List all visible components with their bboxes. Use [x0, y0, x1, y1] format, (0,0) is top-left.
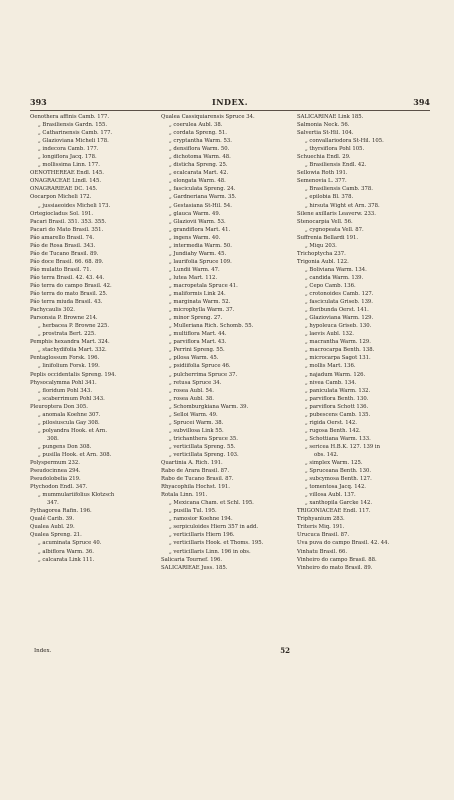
index-entry: Pythagorea Rafin. 196.: [30, 508, 92, 515]
index-entry: „ rosea Aubl. 38.: [169, 395, 214, 402]
index-entry: „ microphylla Warm. 37.: [169, 307, 235, 314]
index-entry: „ psidiifolia Spruce 46.: [169, 363, 231, 370]
index-entry: „ paniculata Warm. 132.: [305, 387, 371, 394]
index-entry: „ fasciculata Spreng. 24.: [169, 186, 236, 193]
index-entry: Páo terra miuda Brasil. 43.: [30, 299, 103, 306]
index-entry: „ Glazioviana Micheli 178.: [38, 138, 109, 145]
index-entry: „ Jundiahy Warm. 45.: [169, 250, 227, 257]
index-entry: SALICARIEAE Juss. 185.: [161, 564, 228, 571]
index-entry: Salicaria Tournef. 196.: [161, 556, 223, 563]
index-entry: „ Sprucei Warm. 38.: [169, 419, 224, 426]
index-entry: Qualé Carib. 39.: [30, 516, 75, 523]
page-header: [30, 97, 430, 109]
index-entry: „ cryptantha Warm. 53.: [169, 138, 232, 145]
index-entry: „ villosa Aubl. 137.: [305, 492, 356, 499]
index-entry: „ Schomburgkiana Warm. 39.: [169, 403, 249, 410]
index-entry: Schuechia Endl. 29.: [297, 154, 351, 161]
index-entry: Rotala Linn. 191.: [161, 492, 208, 499]
index-entry: „ maliformis Link 24.: [169, 291, 226, 298]
header-rule: [30, 110, 430, 111]
index-entry: „ pilosiuscula Gay 308.: [38, 419, 100, 426]
index-entry: „ cygnopeata Vell. 87.: [305, 226, 364, 233]
index-entry: „ najadum Warm. 126.: [305, 371, 366, 378]
index-entry: obs. 142.: [314, 451, 339, 458]
index-entry: „ trichanthera Spruce 35.: [169, 435, 238, 442]
index-entry: „ indecora Camb. 177.: [38, 146, 99, 153]
index-entry: Triphyanium 283.: [297, 516, 345, 523]
index-entry: Uva puva do campo Brasil. 42. 44.: [297, 540, 390, 547]
index-entry: „ ingens Warm. 40.: [169, 234, 221, 241]
index-entry: Qualea Spreng. 21.: [30, 532, 82, 539]
index-entry: Salmonia Neck. 56.: [297, 122, 350, 129]
index-entry: OENOTHEREAE Endl. 145.: [30, 170, 104, 177]
index-entry: Stenocarpia Vell. 56.: [297, 218, 353, 225]
index-entry: Pemphis hexandra Mart. 324.: [30, 339, 110, 346]
index-entry: „ disticha Spreng. 25.: [169, 162, 228, 169]
index-entry: „ scaberrimum Pohl 343.: [38, 395, 105, 402]
index-entry: „ candida Warm. 139.: [305, 274, 364, 281]
index-entry: Pachycaulis 302.: [30, 307, 75, 314]
index-entry: Vinheiro do campo Brasil. 88.: [297, 556, 377, 563]
index-entry: „ Gardneriana Warm. 35.: [169, 194, 237, 201]
index-entry: Pleuroptera Don 305.: [30, 403, 88, 410]
index-entry: Páo de Tucano Brasil. 89.: [30, 250, 99, 257]
index-entry: „ dichotoma Warm. 48.: [169, 154, 231, 161]
index-entry: 308.: [47, 435, 59, 442]
index-entry: „ verticillaris Hook. et Thoms. 195.: [169, 540, 264, 547]
index-column-3: [297, 113, 427, 572]
index-entry: „ anomala Koehne 307.: [38, 411, 101, 418]
index-entry: Urucuca Brasil. 87.: [297, 532, 350, 539]
index-entry: Trigonia Aubl. 122.: [297, 258, 349, 265]
right-page-number: 394: [413, 97, 430, 107]
index-entry: „ pilosa Warm. 45.: [169, 355, 219, 362]
index-entry: „ macropetala Spruce 41.: [169, 282, 238, 289]
index-entry: „ glauca Warm. 49.: [169, 210, 221, 217]
index-entry: „ hirsuta Wight et Arn. 378.: [305, 202, 380, 209]
index-entry: „ Catharinensis Camb. 177.: [38, 130, 113, 137]
index-entry: „ minor Spreng. 27.: [169, 315, 223, 322]
index-entry: „ Selloi Warm. 49.: [169, 411, 218, 418]
index-entry: „ laevis Aubl. 132.: [305, 331, 354, 338]
index-entry: Rabo de Arara Brasil. 87.: [161, 468, 230, 475]
index-entry: „ Brasiliensis Endl. 42.: [305, 162, 367, 169]
index-entry: „ rugosa Benth. 142.: [305, 427, 361, 434]
index-entry: „ stachydifolia Mart. 332.: [38, 347, 107, 354]
index-entry: „ Miqu 203.: [305, 242, 337, 249]
index-entry: „ acuminata Spruce 40.: [38, 540, 102, 547]
index-entry: „ verticillaris Hiern 196.: [169, 532, 235, 539]
index-entry: Qualea Cassiquiarensis Spruce 34.: [161, 114, 255, 120]
index-entry: „ intermedia Warm. 50.: [169, 242, 232, 249]
index-entry: „ mollis Mart. 136.: [305, 363, 356, 370]
index-entry: „ rosea Aubl. 54.: [169, 387, 214, 394]
index-entry: „ linifolium Forsk. 199.: [38, 363, 100, 370]
index-entry: „ mollissima Linn. 177.: [38, 162, 100, 169]
index-entry: „ ecalcarata Mart. 42.: [169, 170, 229, 177]
index-entry: „ grandiflora Mart. 41.: [169, 226, 231, 233]
index-entry: „ simplex Warm. 125.: [305, 460, 363, 467]
index-entry: TRIGONIACEAE Endl. 117.: [297, 508, 371, 515]
index-entry: Suffrenia Bellardi 191.: [297, 234, 359, 241]
index-entry: „ parviflora Schott 136.: [305, 403, 369, 410]
index-entry: „ verticillata Spreng. 103.: [169, 451, 239, 458]
index-entry: „ pusilla Hook. et Arn. 308.: [38, 451, 112, 458]
index-entry: „ floribunda Oerst. 141.: [305, 307, 369, 314]
index-column-2: [161, 113, 292, 572]
index-entry: Páo mulatto Brasil. 71.: [30, 266, 92, 273]
index-entry: „ sericea H.B.K. 127. 139 in: [305, 443, 381, 450]
index-entry: „ herbacea P. Browne 225.: [38, 323, 110, 330]
index-entry: „ mummulariifolius Klotzsch: [38, 492, 115, 499]
index-entry: „ verticillaris Linn. 196 in obs.: [169, 548, 251, 555]
index-entry: Oocarpon Micheli 172.: [30, 194, 92, 201]
index-entry: „ convallariodora St-Hil. 105.: [305, 138, 384, 145]
index-entry: Silene axillaris Leaverw. 233.: [297, 210, 376, 217]
index-entry: „ densiflora Warm. 50.: [169, 146, 230, 153]
index-entry: „ hypoleuca Griseb. 130.: [305, 323, 372, 330]
index-entry: „ macrantha Warm. 129.: [305, 339, 371, 346]
page-title: INDEX.: [211, 97, 249, 107]
index-entry: „ pubescens Camb. 135.: [305, 411, 371, 418]
index-entry: „ rigida Oerst. 142.: [305, 419, 357, 426]
index-entry: Salvertia St-Hil. 104.: [297, 130, 354, 137]
index-entry: „ pulcherrima Spruce 37.: [169, 371, 238, 378]
index-entry: „ Glaziovii Warm. 53.: [169, 218, 226, 225]
index-entry: „ crotonoides Camb. 127.: [305, 291, 374, 298]
index-entry: „ prostrata Bert. 225.: [38, 331, 96, 338]
index-entry: „ Glazioviana Warm. 129.: [305, 315, 374, 322]
index-entry: „ Mulleriana Rich. Schomb. 55.: [169, 323, 254, 330]
index-entry: Páo de Rosa Brasil. 343.: [30, 242, 96, 249]
index-entry: Polyspermum 232.: [30, 460, 80, 467]
index-entry: „ retusa Spruce 34.: [169, 379, 222, 386]
index-column-1: [30, 113, 156, 564]
page-footer: [30, 646, 430, 658]
index-entry: Triteris Miq. 191.: [297, 524, 345, 531]
index-entry: „ subcymosa Benth. 127.: [305, 476, 372, 483]
index-entry: „ ramosior Koehne 194.: [169, 516, 233, 523]
index-entry: „ coerulea Aubl. 38.: [169, 122, 223, 129]
index-entry: Vinhatu Brasil. 66.: [297, 548, 348, 555]
footer-label: Index.: [34, 648, 52, 654]
index-entry: „ Brasiliensis Gardn. 155.: [38, 122, 108, 129]
index-entry: Páo doce Brasil. 66. 68. 89.: [30, 258, 104, 265]
index-entry: Pseudolobelia 219.: [30, 476, 81, 483]
index-entry: Pentaglossum Forsk. 196.: [30, 355, 100, 362]
index-entry: „ Boliviana Warm. 134.: [305, 266, 367, 273]
index-entry: Sellowia Roth 191.: [297, 170, 348, 177]
index-entry: „ Perrini Spreng. 55.: [169, 347, 225, 354]
index-entry: Rabo de Tucano Brasil. 87.: [161, 476, 234, 483]
index-entry: „ microcarpa Sagot 131.: [305, 355, 371, 362]
index-entry: „ floridum Pohl 343.: [38, 387, 93, 394]
index-entry: Pacari Brasil. 351. 353. 355.: [30, 218, 107, 225]
index-entry: SALICARINAE Link 185.: [297, 114, 364, 120]
index-entry: „ tomentosa Jacq. 142.: [305, 484, 366, 491]
index-entry: „ epilobia Bl. 378.: [305, 194, 354, 201]
index-entry: Rhyacophila Hochst. 191.: [161, 484, 230, 491]
index-entry: „ multiflora Mart. 44.: [169, 331, 227, 338]
index-entry: „ Brasiliensis Camb. 378.: [305, 186, 373, 193]
index-entry: „ elongata Warm. 48.: [169, 178, 226, 185]
index-entry: „ polyandra Hook. et Arn.: [38, 427, 108, 434]
left-page-number: 393: [30, 97, 47, 107]
index-entry: Vinheiro do mato Brasil. 89.: [297, 564, 373, 571]
index-entry: „ thyrsiflora Pohl 105.: [305, 146, 365, 153]
index-entry: Quartinia A. Rich. 191.: [161, 460, 223, 467]
index-entry: Semenovia L. 377.: [297, 178, 347, 185]
index-entry: „ jussiaeoides Micheli 173.: [38, 202, 111, 209]
index-entry: „ parviflora Benth. 130.: [305, 395, 369, 402]
index-entry: Ortegiocladus Sol. 191.: [30, 210, 94, 217]
index-entry: Páo terra Brasil. 42. 43. 44.: [30, 274, 105, 281]
index-entry: „ longiflora Jacq. 178.: [38, 154, 97, 161]
index-entry: Peplis occidentalis Spreng. 194.: [30, 371, 117, 378]
index-entry: „ Cepo Camb. 136.: [305, 282, 356, 289]
index-entry: „ Schottiana Warm. 133.: [305, 435, 371, 442]
index-entry: „ xanthopila Garcke 142.: [305, 500, 373, 507]
index-entry: „ albiflora Warm. 36.: [38, 548, 94, 555]
index-entry: Ptychodon Endl. 347.: [30, 484, 88, 491]
index-entry: 347.: [47, 500, 59, 507]
index-entry: ONAGRACEAE Lindl. 145.: [30, 178, 102, 185]
index-entry: „ pusilla Tul. 195.: [169, 508, 217, 515]
index-entry: Oenothera affinis Camb. 177.: [30, 114, 110, 120]
index-entry: „ lutea Mart. 112.: [169, 274, 218, 281]
index-entry: ONAGRARIEAE DC. 145.: [30, 186, 98, 193]
index-entry: „ verticillata Spreng. 55.: [169, 443, 236, 450]
index-entry: Parsonsia P. Browne 214.: [30, 315, 98, 322]
index-entry: Qualea Aubl. 29.: [30, 524, 75, 531]
index-entry: „ fasciculata Griseb. 139.: [305, 299, 373, 306]
footer-page-number: 52: [280, 646, 290, 655]
index-entry: „ laurifolia Spruce 109.: [169, 258, 232, 265]
index-entry: Pacari do Mato Brasil. 351.: [30, 226, 104, 233]
index-entry: „ macrocarpa Benth. 138.: [305, 347, 375, 354]
index-entry: „ Mexicana Cham. et Schl. 195.: [169, 500, 254, 507]
index-entry: Páo terra do campo Brasil. 42.: [30, 282, 112, 289]
index-entry: Trichoptycha 237.: [297, 250, 346, 257]
index-entry: Páo terra do mato Brasil. 25.: [30, 291, 108, 298]
index-entry: „ Spruceana Benth. 130.: [305, 468, 372, 475]
index-entry: „ marginata Warm. 52.: [169, 299, 231, 306]
index-entry: „ subvillosa Link 55.: [169, 427, 224, 434]
index-entry: Physocalymma Pohl 341.: [30, 379, 97, 386]
index-entry: Pseudocinnea 294.: [30, 468, 81, 475]
index-entry: „ cordata Spreng. 51.: [169, 130, 227, 137]
index-entry: „ Gestasiana St-Hil. 54.: [169, 202, 232, 209]
index-entry: „ parviflora Mart. 43.: [169, 339, 227, 346]
index-entry: „ pungens Don 308.: [38, 443, 92, 450]
index-entry: „ serpiculoides Hiern 357 in add.: [169, 524, 259, 531]
index-entry: „ calcarata Link 111.: [38, 556, 95, 563]
index-entry: „ nivea Camb. 134.: [305, 379, 357, 386]
index-entry: Páo amarello Brasil. 74.: [30, 234, 95, 241]
index-entry: „ Lundii Warm. 47.: [169, 266, 220, 273]
